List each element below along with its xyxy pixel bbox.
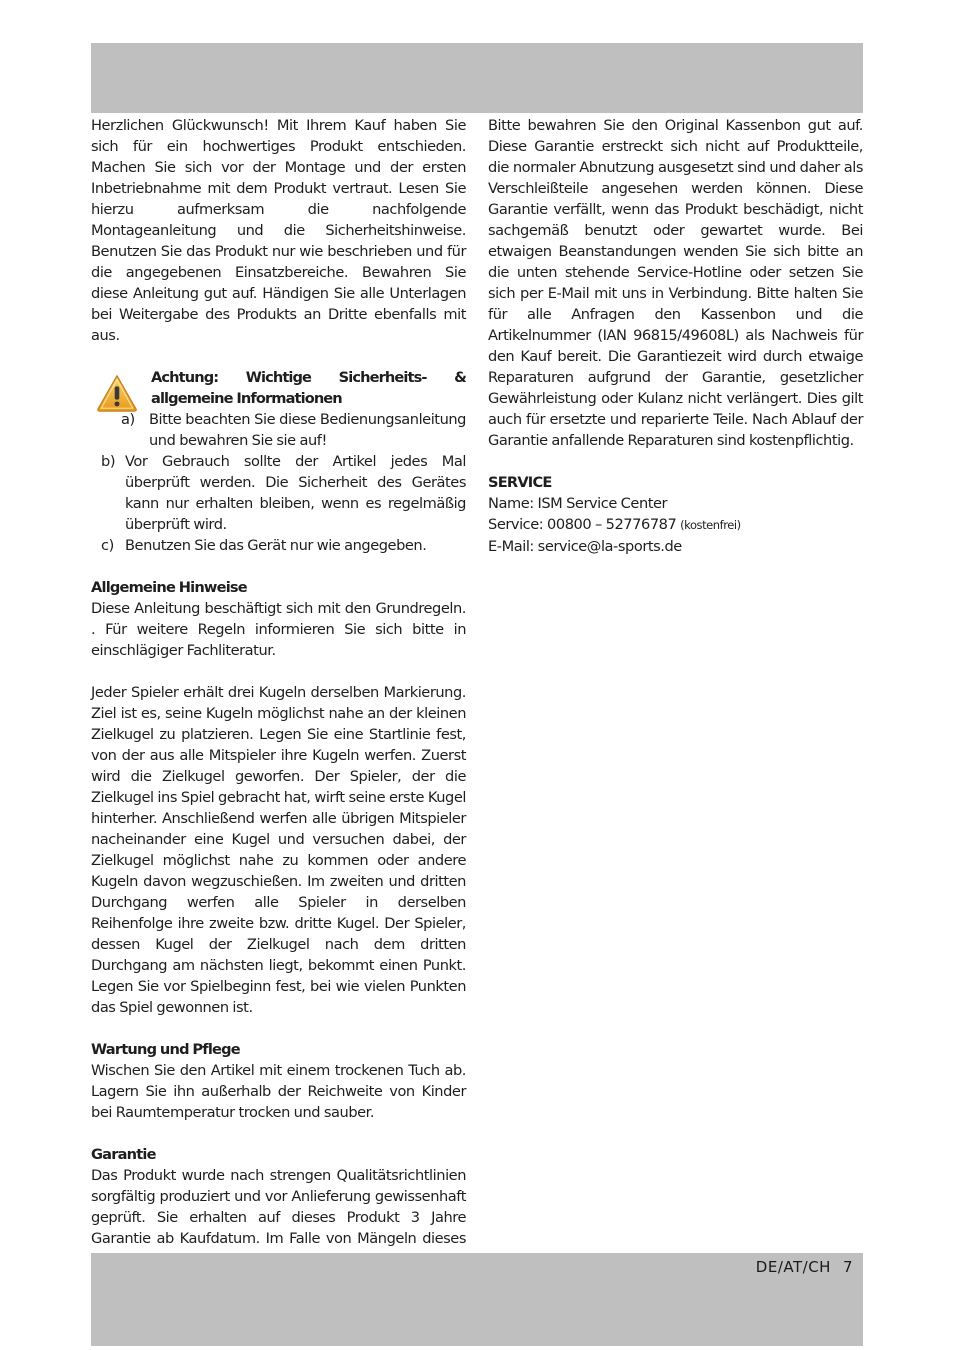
page-label	[756, 1258, 853, 1276]
list-item-text: Benutzen Sie das Gerät nur wie angegeben.	[125, 537, 427, 554]
rules-paragraph: Jeder Spieler erhält drei Kugeln derselben Markierung. Ziel ist es, seine Kugeln möglichst nahe an der kleinen Zielkugel zu platzieren. Legen Sie eine Startlinie fest, von der aus alle Mitspieler ihre Kugeln werfen. Zuerst wird die Zielkugel geworfen. Der Spieler, der die Zielkugel ins Spiel gebracht hat, wirft seine erste Kugel hinterher. Anschließend werfen alle übrigen Mitspieler nacheinander eine Kugel und versuchen dabei, der Zielkugel möglichst nahe zu kommen oder andere Kugeln davon wegzuschießen. Im zweiten und dritten Durchgang werfen alle Spieler in derselben Reihenfolge ihre zweite bzw. dritte Kugel. Der Spieler, dessen Kugel der Zielkugel nach dem dritten Durchgang am nächsten liegt, bekommt einen Punkt. Legen Sie vor Spielbeginn fest, bei wie vielen Punkten das Spiel gewonnen ist.	[91, 684, 466, 1016]
warranty-heading: Garantie	[91, 1146, 156, 1163]
service-name: Name: ISM Service Center	[488, 495, 668, 512]
warning-title: Achtung: Wichtige Sicherheits- & allgemeine Informationen	[151, 369, 466, 407]
warranty-paragraph-2: Bitte bewahren Sie den Original Kassenbon gut auf. Diese Garantie erstreckt sich nicht auf Produktteile, die normaler Abnutzung ausgesetzt sind und daher als Verschleißteile angesehen werden können. Diese Garantie verfällt, wenn das Produkt beschädigt, nicht sachgemäß benutzt oder gewartet wurde. Bei etwaigen Beanstandungen wenden Sie sich bitte an die unten stehende Service-Hotline oder setzen Sie sich per E-Mail mit uns in Verbindung. Bitte halten Sie für alle Anfragen den Kassenbon und die Artikelnummer (IAN 96815/49608L) als Nachweis für den Kauf bereit. Die Garantiezeit wird durch etwaige Reparaturen aufgrund der Garantie, gesetzlicher Gewährleistung oder Kulanz nicht verlängert. Dies gilt auch für ersetzte und reparierte Teile. Nach Ablauf der Garantie anfallende Reparaturen sind kostenpflichtig.	[488, 117, 863, 449]
service-phone-note: (kostenfrei)	[680, 518, 741, 532]
care-paragraph: Wischen Sie den Artikel mit einem trockenen Tuch ab. Lagern Sie ihn außerhalb der Reichweite von Kinder bei Raumtemperatur trocken und sauber.	[91, 1062, 466, 1121]
general-paragraph: Diese Anleitung beschäftigt sich mit den Grundregeln. . Für weitere Regeln informieren Sie sich bitte in einschlägiger Fachliteratur.	[91, 600, 466, 659]
left-column	[91, 115, 466, 1333]
care-heading: Wartung und Pflege	[91, 1041, 240, 1058]
warning-list	[91, 409, 466, 556]
region-label: DE/AT/CH	[755, 1258, 831, 1276]
service-heading: SERVICE	[488, 474, 552, 491]
footer-bar	[91, 1253, 863, 1346]
list-item-text: Vor Gebrauch sollte der Artikel jedes Mal überprüft werden. Die Sicherheit des Gerätes kann nur erhalten bleiben, wenn es regelmäßig überprüft wird.	[125, 453, 466, 533]
list-item-label: b)	[101, 453, 116, 470]
warning-triangle-icon	[96, 374, 138, 412]
general-heading: Allgemeine Hinweise	[91, 579, 247, 596]
service-email: E-Mail: service@la-sports.de	[488, 538, 682, 555]
list-item	[91, 535, 466, 556]
service-phone: Service: 00800 – 52776787	[488, 516, 677, 533]
service-phone-line	[488, 514, 863, 536]
list-item-text: Bitte beachten Sie diese Bedienungsanleitung und bewahren Sie sie auf!	[149, 411, 466, 449]
list-item	[91, 409, 466, 451]
warning-box	[91, 367, 466, 409]
warranty-paragraph: Das Produkt wurde nach strengen Qualitätsrichtlinien sorgfältig produziert und vor Anlieferung gewissenhaft geprüft. Sie erhalten auf dieses Produkt 3 Jahre Garantie ab Kaufdatum. Im Falle von Mängeln dieses	[91, 1167, 466, 1247]
list-item-label: c)	[101, 537, 114, 554]
page-number: 7	[842, 1258, 853, 1276]
list-item	[91, 451, 466, 535]
list-item-label: a)	[121, 411, 135, 428]
right-column	[488, 115, 863, 557]
intro-paragraph: Herzlichen Glückwunsch! Mit Ihrem Kauf haben Sie sich für ein hochwertiges Produkt entschieden. Machen Sie sich vor der Montage und der ersten Inbetriebnahme mit dem Produkt vertraut. Lesen Sie hierzu aufmerksam die nachfolgende Montageanleitung und die Sicherheitshinweise. Benutzen Sie das Produkt nur wie beschrieben und für die angegebenen Einsatzbereiche. Bewahren Sie diese Anleitung gut auf. Händigen Sie alle Unterlagen bei Weitergabe des Produkts an Dritte ebenfalls mit aus.	[91, 117, 466, 344]
header-bar	[91, 43, 863, 113]
